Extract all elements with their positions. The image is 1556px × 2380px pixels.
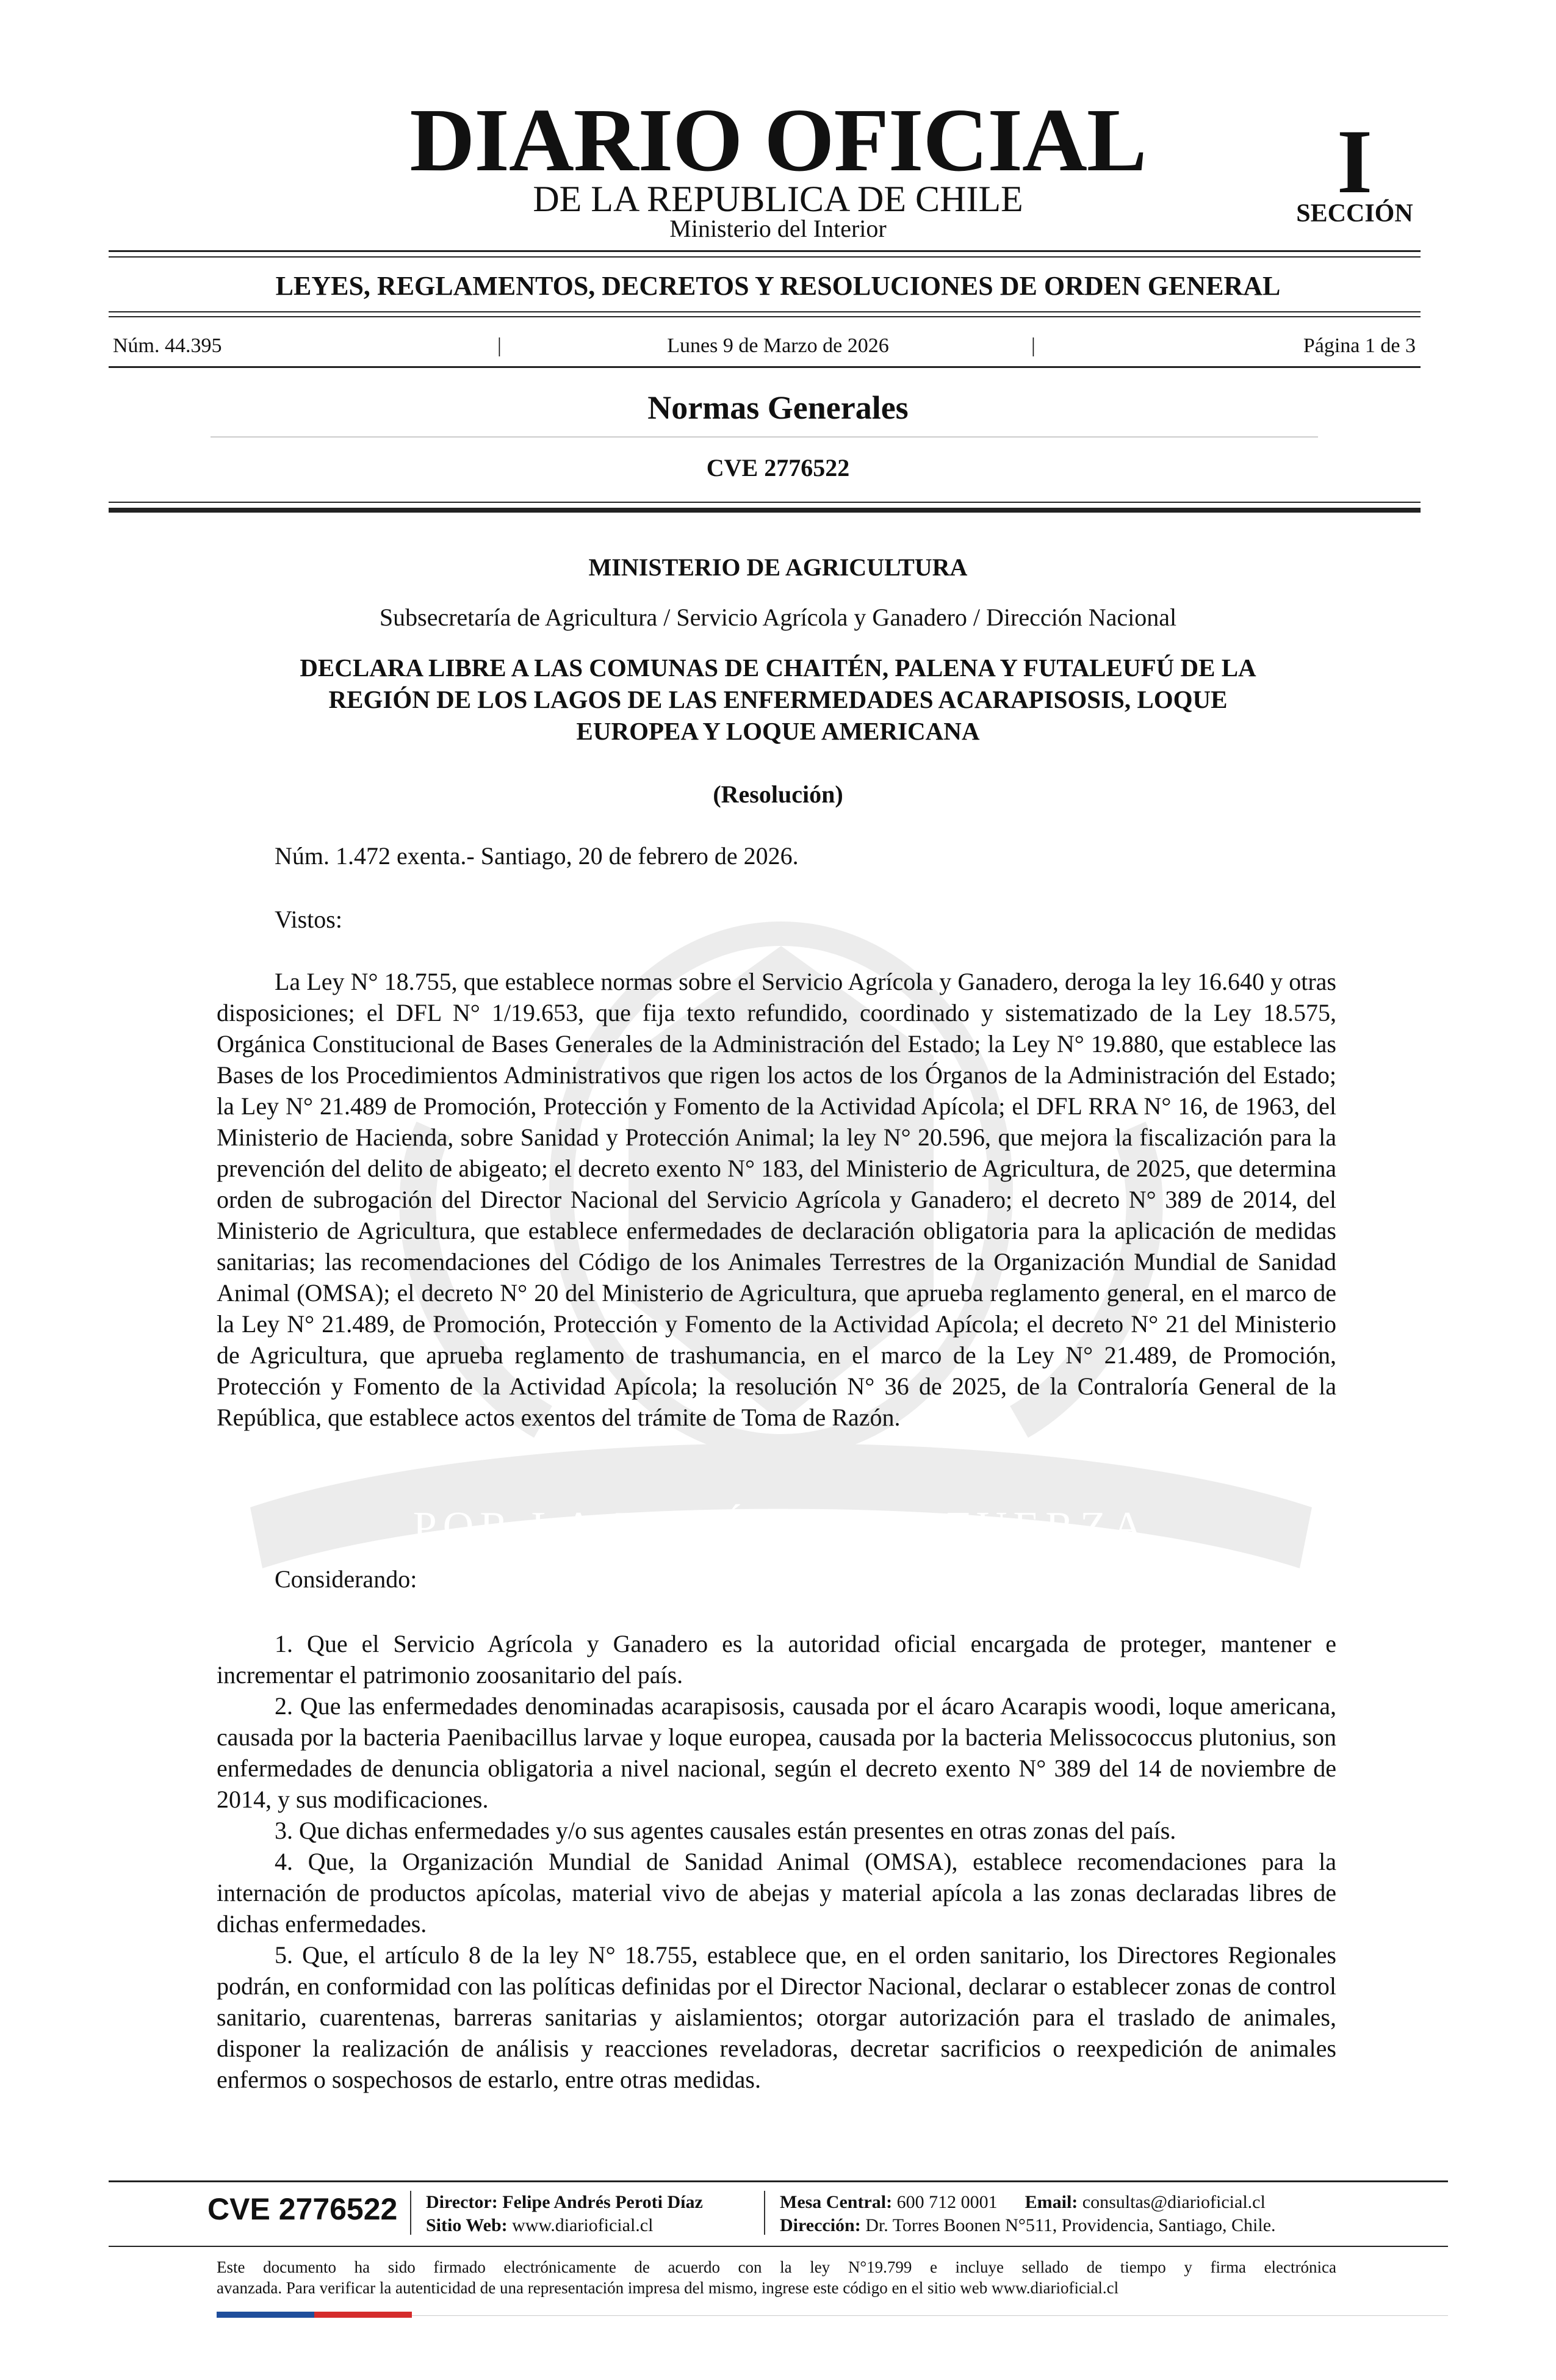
masthead-rule-top — [109, 250, 1421, 252]
considerando-item: 1. Que el Servicio Agrícola y Ganadero es la autoridad oficial encargada de proteger, mantener e incrementar el patrimonio zoosanitario del país. — [217, 1630, 1336, 1689]
footer-notice-line: avanzada. Para verificar la autenticidad de una representación impresa del mismo, ingrese este código en el sitio web www.diarioficial.cl — [217, 2279, 1119, 2297]
issue-page: Página 1 de 3 — [1303, 334, 1416, 357]
cve-rule-thick — [109, 508, 1421, 513]
considerando-item: 2. Que las enfermedades denominadas acarapisosis, causada por el ácaro Acarapis woodi, loque americana, causada por la bacteria Paenibacillus larvae y loque europea, causada por la bacteria Melissococcus plutonius, son enfermedades de denuncia obligatoria a nivel nacional, según el decreto exento N° 389 del 14 de noviembre de 2014, y sus modificaciones. — [217, 1692, 1336, 1813]
issue-date: Lunes 9 de Marzo de 2026 — [667, 334, 889, 357]
footer-mesa — [780, 2191, 1266, 2214]
document-title-line: EUROPEA Y LOQUE AMERICANA — [576, 717, 980, 745]
footer-divider-1 — [410, 2191, 411, 2235]
footer-divider-2 — [764, 2191, 765, 2235]
category-heading: LEYES, REGLAMENTOS, DECRETOS Y RESOLUCIONES DE ORDEN GENERAL — [275, 271, 1281, 301]
document-title-line: DECLARA LIBRE A LAS COMUNAS DE CHAITÉN, PALENA Y FUTALEUFÚ DE LA — [300, 654, 1256, 682]
issue-number: Núm. 44.395 — [113, 334, 222, 357]
footer-cve: CVE 2776522 — [207, 2192, 398, 2226]
considerando-label: Considerando: — [275, 1565, 417, 1593]
flag-stripe-blue — [217, 2312, 314, 2318]
footer-director — [426, 2191, 703, 2214]
cve-heading: CVE 2776522 — [706, 454, 850, 481]
footer-direccion-value: Dr. Torres Boonen N°511, Providencia, Santiago, Chile. — [865, 2215, 1276, 2235]
section-numeral: I — [1336, 111, 1373, 212]
footer-rule-bottom — [412, 2315, 1448, 2316]
masthead-subtitle: DE LA REPUBLICA DE CHILE — [533, 179, 1023, 219]
footer-director-name: Felipe Andrés Peroti Díaz — [502, 2192, 703, 2212]
footer-direccion — [780, 2214, 1276, 2237]
issue-separator-left: | — [497, 334, 502, 357]
masthead-title: DIARIO OFICIAL — [409, 90, 1147, 190]
footer-site-link[interactable]: www.diarioficial.cl — [512, 2215, 654, 2235]
footer-email-label: Email: — [1025, 2192, 1078, 2212]
considerando-item: 4. Que, la Organización Mundial de Sanidad Animal (OMSA), establece recomendaciones para la internación de productos apícolas, material vivo de abejas y material apícola a las zonas declaradas libres de dichas enfermedades. — [217, 1848, 1336, 1938]
masthead-ministry: Ministerio del Interior — [669, 215, 887, 242]
footer-rule-top — [109, 2180, 1448, 2182]
vistos-label: Vistos: — [275, 906, 342, 933]
document-subsecretaria: Subsecretaría de Agricultura / Servicio Agrícola y Ganadero / Dirección Nacional — [379, 604, 1177, 631]
section-heading-rule — [211, 436, 1318, 438]
document-type: (Resolución) — [713, 781, 843, 808]
resolution-number: Núm. 1.472 exenta.- Santiago, 20 de febrero de 2026. — [275, 842, 799, 870]
category-rule-thin — [109, 316, 1421, 317]
footer-notice-line: Este documento ha sido firmado electrónicamente de acuerdo con la ley N°19.799 e incluye sellado de tiempo y firma electrónica — [217, 2258, 1336, 2276]
footer-direccion-label: Dirección: — [780, 2215, 861, 2235]
section-label: SECCIÓN — [1296, 200, 1413, 228]
section-heading: Normas Generales — [647, 389, 909, 426]
watermark-motto: POR LA RAZÓN O LA FUERZA — [412, 1504, 1150, 1551]
footer-email-link[interactable]: consultas@diarioficial.cl — [1082, 2192, 1266, 2212]
footer-mesa-value: 600 712 0001 — [896, 2192, 998, 2212]
footer-rule-middle — [109, 2246, 1448, 2247]
document-title-line: REGIÓN DE LOS LAGOS DE LAS ENFERMEDADES ACARAPISOSIS, LOQUE — [328, 685, 1228, 713]
cve-rule-thin — [109, 502, 1421, 503]
document-title — [0, 652, 1556, 747]
considerando-item: 3. Que dichas enfermedades y/o sus agentes causales están presentes en otras zonas del país. — [275, 1817, 1176, 1844]
document-ministry: MINISTERIO DE AGRICULTURA — [588, 554, 968, 581]
issue-separator-right: | — [1031, 334, 1036, 357]
footer-site-label: Sitio Web: — [426, 2215, 508, 2235]
vistos-paragraph: La Ley N° 18.755, que establece normas sobre el Servicio Agrícola y Ganadero, deroga la ley 16.640 y otras disposiciones; el DFL N° 1/19.653, que fija texto refundido, coordinado y sistematizado de la Ley 18.575, Orgánica Constitucional de Bases Generales de la Administración del Estado; la Ley N° 19.880, que establece las Bases de los Procedimientos Administrativos que rigen los actos de los Órganos de la Administración del Estado; la Ley N° 21.489 de Promoción, Protección y Fomento de la Actividad Apícola; el DFL RRA N° 16, de 1963, del Ministerio de Hacienda, sobre Sanidad y Protección Animal; la ley N° 20.596, que mejora la fiscalización para la prevención del delito de abigeato; el decreto exento N° 183, del Ministerio de Agricultura, de 2025, que determina orden de subrogación del Director Nacional del Servicio Agrícola y Ganadero; el decreto N° 389 de 2014, del Ministerio de Agricultura, que establece enfermedades de declaración obligatoria para la aplicación de medidas sanitarias; las recomendaciones del Código de los Animales Terrestres de la Organización Mundial de Sanidad Animal (OMSA); el decreto N° 20 del Ministerio de Agricultura, que aprueba reglamento general, en el marco de la Ley N° 21.489, de Promoción, Protección y Fomento de la Actividad Apícola; el decreto N° 21 del Ministerio de Agricultura, que aprueba reglamento de trashumancia, en el marco de la Ley N° 21.489, de Promoción, Protección y Fomento de la Actividad Apícola; la resolución N° 36 de 2025, de la Contraloría General de la República, que establece actos exentos del trámite de Toma de Razón. — [217, 968, 1336, 1431]
flag-stripe-red — [314, 2312, 412, 2318]
masthead-rule-top-thin — [109, 256, 1421, 258]
category-rule — [109, 311, 1421, 312]
considerando-item: 5. Que, el artículo 8 de la ley N° 18.755, establece que, en el orden sanitario, los Directores Regionales podrán, en conformidad con las políticas definidas por el Director Nacional, declarar o establecer zonas de control sanitario, cuarentenas, barreras sanitarias y aislamientos; otorgar autorización para el traslado de animales, disponer la realización de análisis y reacciones reveladoras, decretar sacrificios o reexpedición de animales enfermos o sospechosos de estarlo, entre otras medidas. — [217, 1941, 1336, 2093]
footer-notice — [217, 2257, 1336, 2298]
considerandos-list — [217, 1628, 1336, 2095]
issue-rule — [109, 366, 1421, 368]
footer-mesa-label: Mesa Central: — [780, 2192, 893, 2212]
footer-director-label: Director: — [426, 2192, 498, 2212]
footer-site — [426, 2214, 653, 2237]
